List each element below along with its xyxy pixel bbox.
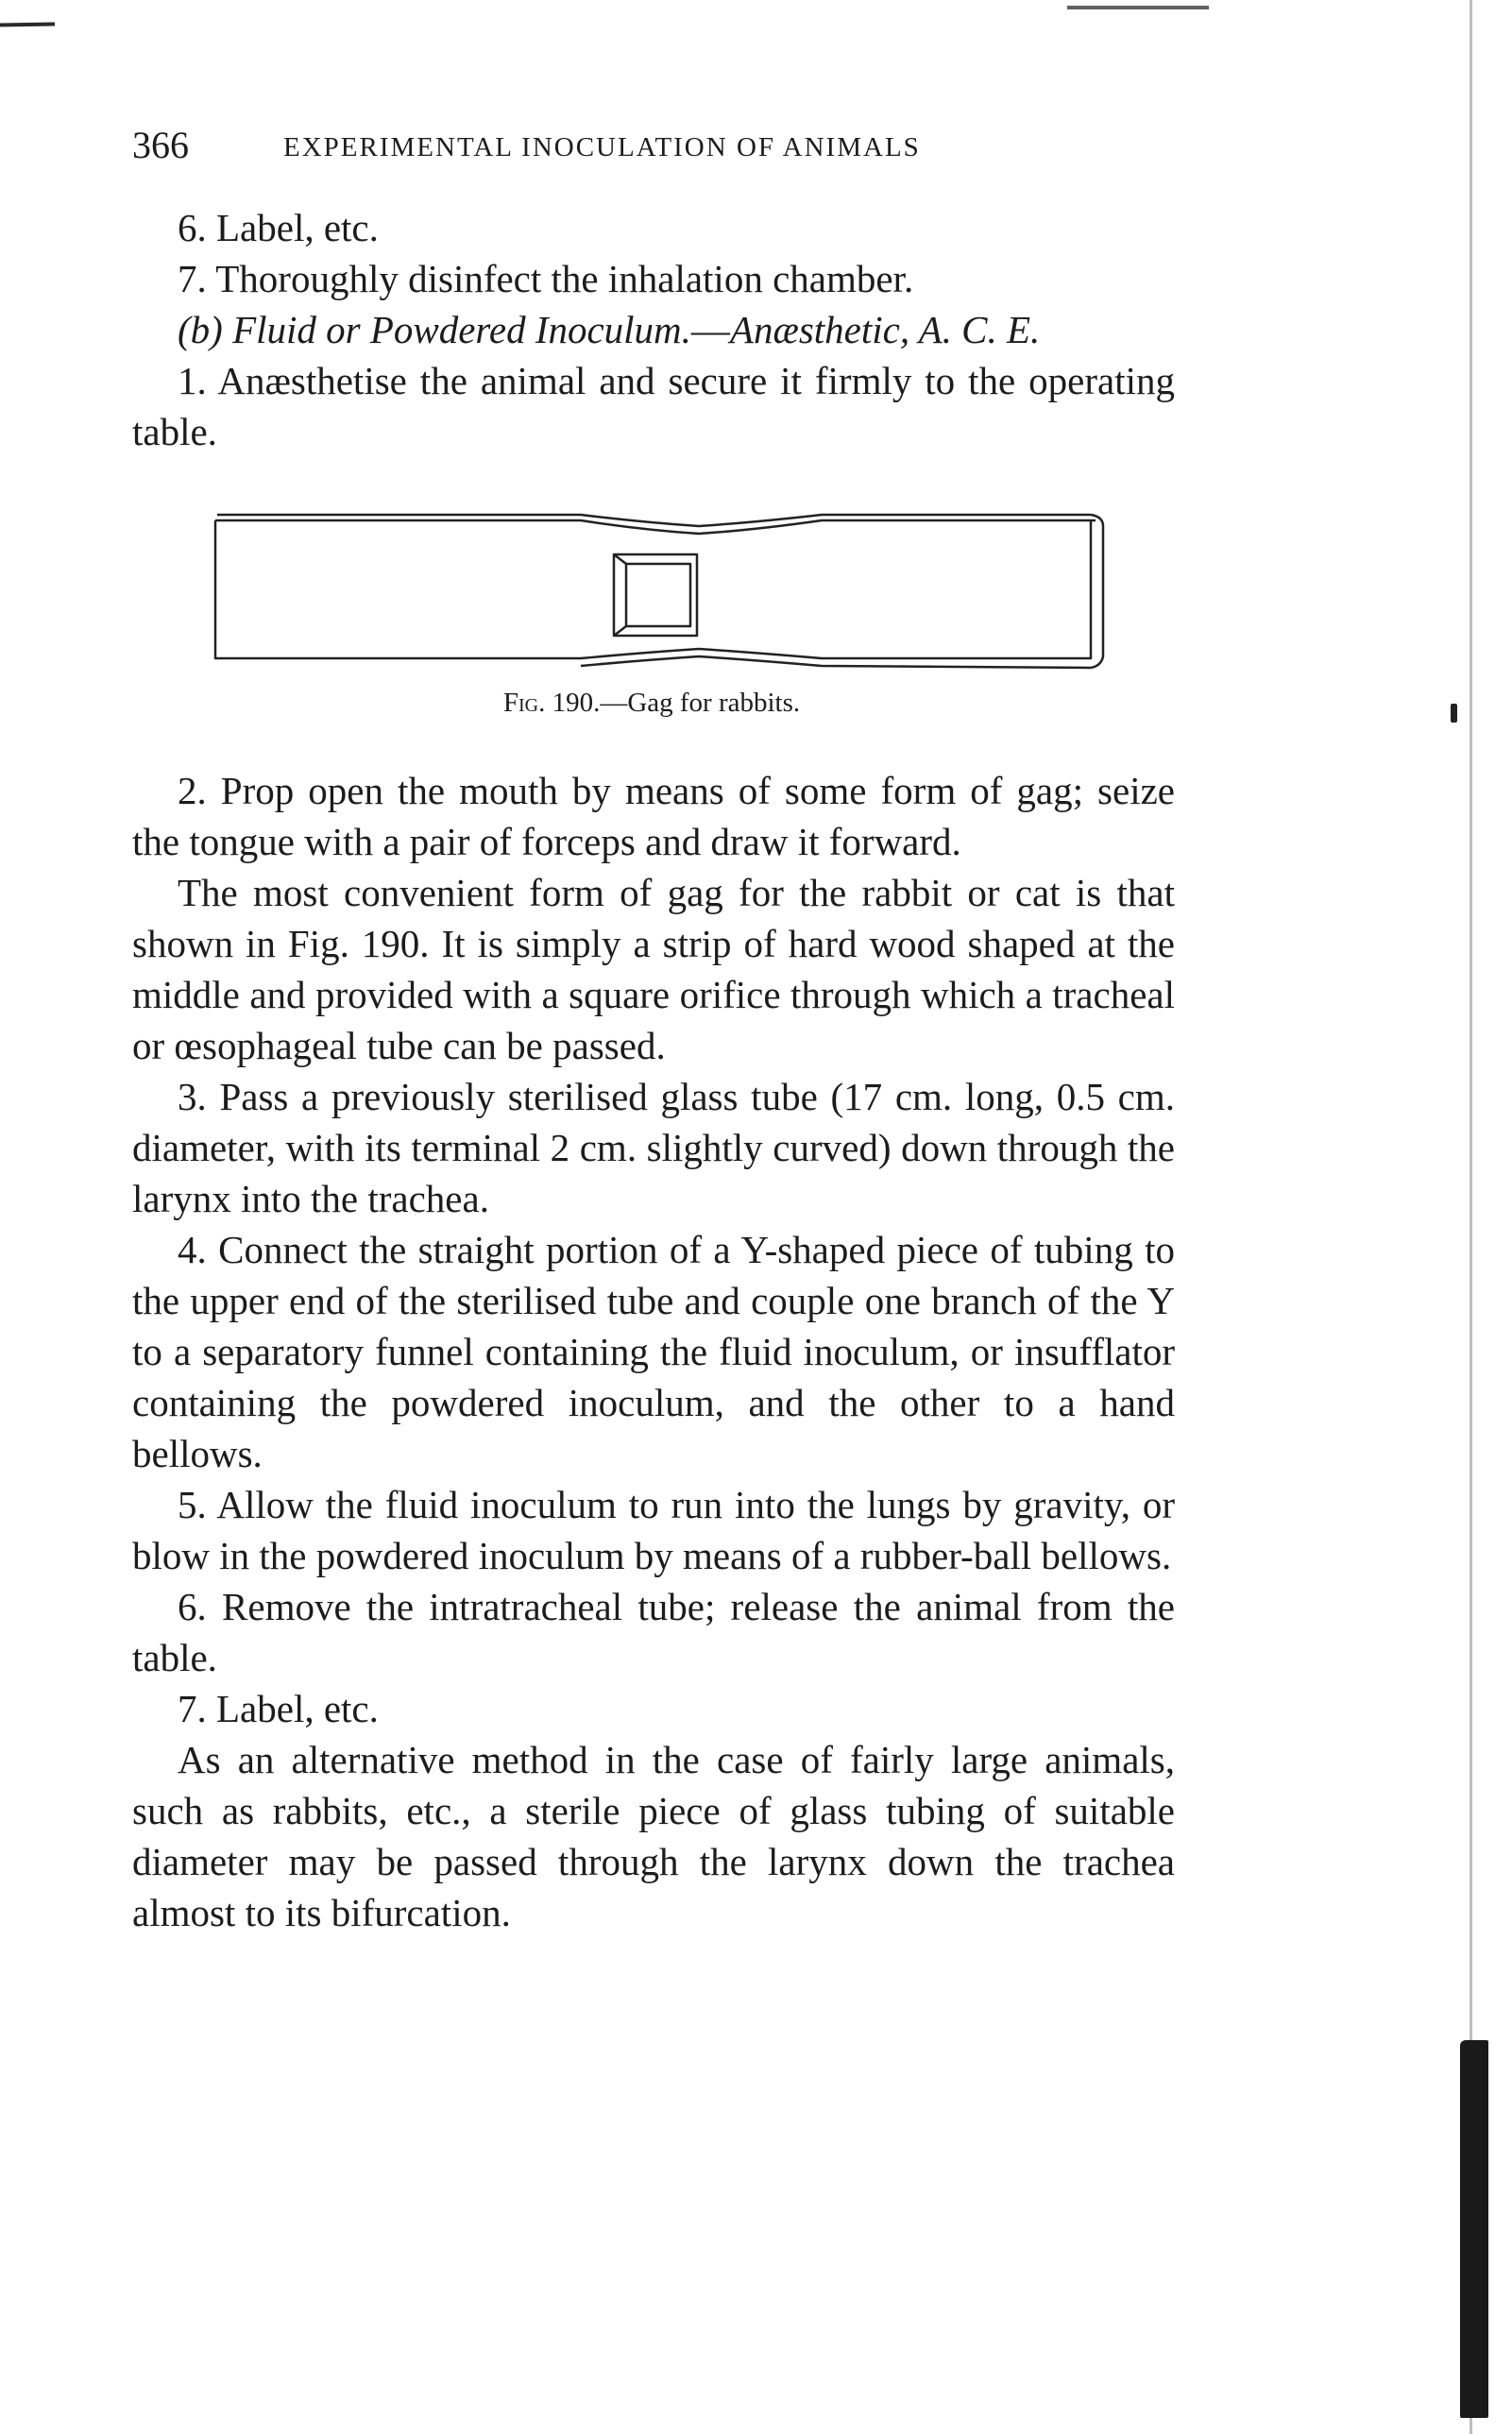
scan-mark — [1067, 6, 1209, 9]
gag-description: The most convenient form of gag for the rabbit or cat is that shown in Fig. 190. It is simply a strip of hard wood shaped at the middle and provided with a square orifice through which a tracheal or œsophageal tube can be passed. — [132, 871, 1175, 1067]
figure-label: Fig. — [502, 688, 546, 718]
step-7: 7. Label, etc. — [178, 1687, 379, 1730]
step-4: 4. Connect the straight portion of a Y-shaped piece of tubing to the upper end of the sterilised tube and couple one branch of the Y to a separatory funnel containing the fluid inoculum, or insufflator containing the powdered inoculum, and the other to a hand bellows. — [132, 1228, 1175, 1475]
section-heading — [132, 304, 1175, 355]
scan-mark — [0, 22, 55, 26]
binding-shadow — [1460, 2040, 1488, 2418]
gag-drawing — [208, 496, 1105, 685]
text-block-top — [132, 202, 1175, 457]
step-2: 2. Prop open the mouth by means of some form of gag; seize the tongue with a pair of forceps and draw it forward. — [132, 769, 1175, 863]
section-anaesthetic: Anæsthetic, A. C. E. — [729, 308, 1041, 351]
alternative-method: As an alternative method in the case of fairly large animals, such as rabbits, etc., a sterile piece of glass tubing of suitable diameter may be passed through the larynx down the trachea almost to its bifurcation. — [132, 1738, 1175, 1934]
text-block-main — [132, 765, 1175, 1938]
section-title: Fluid or Powdered Inoculum. — [232, 308, 691, 351]
figure-caption — [0, 688, 1303, 719]
square-orifice-inner — [626, 564, 690, 626]
step-1: 1. Anæsthetise the animal and secure it firmly to the operating table. — [132, 359, 1175, 453]
gag-right-end — [1091, 515, 1103, 668]
gag-figure — [208, 496, 1105, 685]
ink-speck — [1451, 704, 1457, 723]
section-marker: (b) — [178, 308, 223, 351]
figure-caption-text: —Gag for rabbits. — [600, 688, 801, 718]
step-5: 5. Allow the fluid inoculum to run into the lungs by gravity, or blow in the powdered inoculum by means of a rubber-ball bellows. — [132, 1483, 1175, 1577]
page-header — [132, 123, 1171, 170]
figure-number: 190. — [552, 688, 601, 718]
page-number: 366 — [132, 124, 189, 166]
gag-front-face — [215, 520, 1091, 658]
running-title: EXPERIMENTAL INOCULATION OF ANIMALS — [283, 132, 921, 162]
step-7-top: 7. Thoroughly disinfect the inhalation chamber. — [178, 257, 914, 300]
step-6-top: 6. Label, etc. — [178, 206, 379, 249]
section-dash: — — [690, 308, 730, 351]
step-6: 6. Remove the intratracheal tube; release the animal from the table. — [132, 1585, 1175, 1679]
step-3: 3. Pass a previously sterilised glass tube (17 cm. long, 0.5 cm. diameter, with its terminal 2 cm. slightly curved) down through the larynx into the trachea. — [132, 1075, 1175, 1220]
